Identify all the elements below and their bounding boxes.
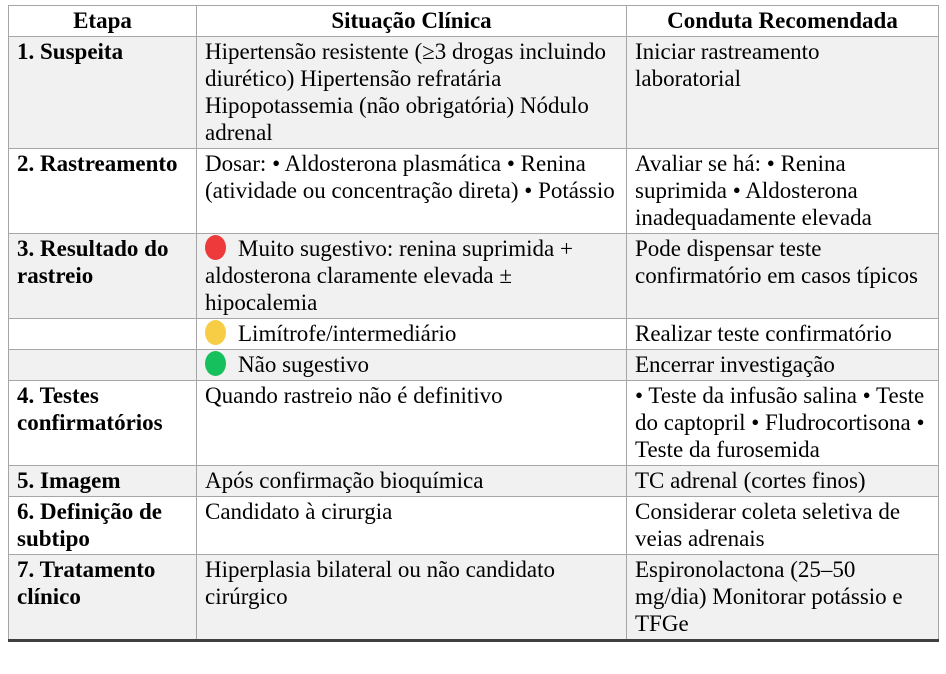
situacao-text: Hiperplasia bilateral ou não candidato cirúrgico — [205, 557, 555, 609]
conduta-text: Realizar teste confirmatório — [635, 321, 892, 346]
conduta-cell — [627, 497, 939, 555]
situacao-text: Muito sugestivo: renina suprimida + aldosterona claramente elevada ± hipocalemia — [205, 236, 573, 315]
table-row — [9, 37, 939, 149]
conduta-text: Considerar coleta seletiva de veias adrenais — [635, 499, 901, 551]
etapa-cell — [9, 234, 197, 319]
etapa-label: 3. Resultado do rastreio — [17, 236, 169, 288]
etapa-label: 1. Suspeita — [17, 39, 124, 64]
situacao-cell — [197, 234, 627, 319]
situacao-cell — [197, 149, 627, 234]
column-header-situacao-clinica: Situação Clínica — [197, 6, 627, 37]
conduta-cell — [627, 381, 939, 466]
conduta-cell — [627, 555, 939, 641]
situacao-text: Dosar: • Aldosterona plasmática • Renina (atividade ou concentração direta) • Potássio — [205, 151, 615, 203]
situacao-text: Não sugestivo — [238, 352, 369, 377]
column-header-conduta-recomendada: Conduta Recomendada — [627, 6, 939, 37]
conduta-text: Encerrar investigação — [635, 352, 835, 377]
situacao-text: Candidato à cirurgia — [205, 499, 393, 524]
etapa-label: 2. Rastreamento — [17, 151, 178, 176]
situacao-cell — [197, 555, 627, 641]
situacao-cell — [197, 37, 627, 149]
etapa-label: 6. Definição de subtipo — [17, 499, 163, 551]
conduta-text: Espironolactona (25–50 mg/dia) Monitorar potássio e TFGe — [635, 557, 903, 636]
etapa-cell-empty — [9, 350, 197, 381]
etapa-cell — [9, 37, 197, 149]
header-row — [9, 6, 939, 37]
conduta-text: Pode dispensar teste confirmatório em casos típicos — [635, 236, 918, 288]
situacao-cell — [197, 497, 627, 555]
table-row — [9, 381, 939, 466]
green-circle-icon — [205, 351, 226, 376]
situacao-text: Limítrofe/intermediário — [238, 321, 457, 346]
etapa-cell — [9, 466, 197, 497]
etapa-cell — [9, 497, 197, 555]
etapa-cell — [9, 555, 197, 641]
etapa-label: 4. Testes confirmatórios — [17, 383, 163, 435]
situacao-cell — [197, 381, 627, 466]
table-row — [9, 149, 939, 234]
table-row — [9, 466, 939, 497]
table-row — [9, 319, 939, 350]
conduta-cell — [627, 350, 939, 381]
etapa-cell — [9, 381, 197, 466]
etapa-label: 5. Imagem — [17, 468, 121, 493]
table-row — [9, 497, 939, 555]
aldosteronism-workup-table — [8, 5, 939, 642]
column-header-etapa: Etapa — [9, 6, 197, 37]
table-row — [9, 555, 939, 641]
etapa-label: 7. Tratamento clínico — [17, 557, 156, 609]
situacao-cell — [197, 319, 627, 350]
table-row — [9, 350, 939, 381]
conduta-text: Avaliar se há: • Renina suprimida • Aldosterona inadequadamente elevada — [635, 151, 872, 230]
conduta-text: TC adrenal (cortes finos) — [635, 468, 866, 493]
conduta-text: • Teste da infusão salina • Teste do captopril • Fludrocortisona • Teste da furosemida — [635, 383, 925, 462]
table-row — [9, 234, 939, 319]
conduta-cell — [627, 319, 939, 350]
situacao-text: Hipertensão resistente (≥3 drogas incluindo diurético) Hipertensão refratária Hipopotassemia (não obrigatória) Nódulo adrenal — [205, 39, 606, 145]
conduta-cell — [627, 466, 939, 497]
conduta-cell — [627, 149, 939, 234]
conduta-text: Iniciar rastreamento laboratorial — [635, 39, 820, 91]
etapa-cell-empty — [9, 319, 197, 350]
situacao-text: Após confirmação bioquímica — [205, 468, 484, 493]
situacao-cell — [197, 466, 627, 497]
etapa-cell — [9, 149, 197, 234]
situacao-text: Quando rastreio não é definitivo — [205, 383, 503, 408]
conduta-cell — [627, 234, 939, 319]
situacao-cell — [197, 350, 627, 381]
conduta-cell — [627, 37, 939, 149]
red-circle-icon — [205, 235, 226, 260]
yellow-circle-icon — [205, 320, 226, 345]
